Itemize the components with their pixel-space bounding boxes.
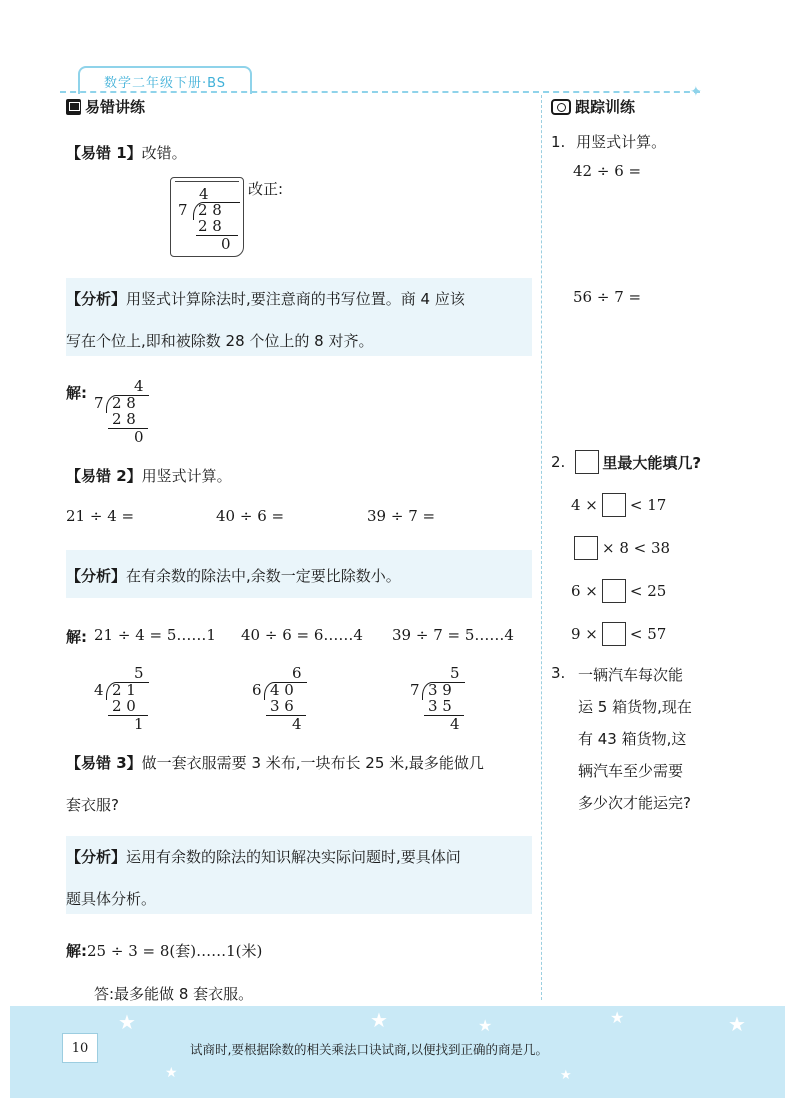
error3-label: 【易错 3】 bbox=[66, 754, 142, 772]
solution-2-tag: 解: bbox=[66, 628, 87, 646]
error1-heading bbox=[66, 142, 187, 163]
q2-item-post: < 25 bbox=[629, 582, 667, 600]
error1-task: 改错。 bbox=[141, 144, 187, 162]
solution-3-answer: 答:最多能做 8 套衣服。 bbox=[94, 985, 254, 1003]
column-divider bbox=[541, 95, 542, 1000]
sol1-divisor: 7 bbox=[94, 394, 104, 412]
sol1-quotient: 4 bbox=[134, 377, 144, 395]
analysis-tag: 【分析】 bbox=[66, 848, 127, 866]
q2-blank-box[interactable] bbox=[575, 450, 599, 474]
analysis-2-line bbox=[66, 565, 401, 586]
sol1-product: 2 8 bbox=[112, 410, 136, 428]
q2-item-pre: 9 × bbox=[571, 625, 598, 643]
star-icon: ★ bbox=[728, 1012, 746, 1036]
analysis-tag: 【分析】 bbox=[66, 290, 127, 308]
q2-answer-box[interactable] bbox=[602, 579, 626, 603]
star-icon: ★ bbox=[478, 1016, 493, 1035]
q3-line-5: 多少次才能运完? bbox=[578, 794, 691, 812]
star-icon: ★ bbox=[560, 1068, 572, 1083]
header-divider bbox=[60, 91, 700, 93]
q2-item-pre: 6 × bbox=[571, 582, 598, 600]
star-icon: ★ bbox=[370, 1008, 388, 1032]
div3-divisor: 7 bbox=[410, 681, 420, 699]
book-icon bbox=[66, 99, 81, 115]
div1-divisor: 4 bbox=[94, 681, 104, 699]
q2-answer-box[interactable] bbox=[602, 622, 626, 646]
solution-1-tag: 解: bbox=[66, 384, 87, 402]
analysis-text: 用竖式计算除法时,要注意商的书写位置。商 4 应该 bbox=[126, 290, 465, 308]
header-star-icon: ✦ bbox=[690, 84, 702, 100]
section-title-text: 易错讲练 bbox=[85, 98, 146, 116]
fix-label: 改正: bbox=[248, 180, 284, 198]
error1-label: 【易错 1】 bbox=[66, 144, 142, 162]
q1-text: 用竖式计算。 bbox=[576, 133, 667, 151]
page-number: 10 bbox=[62, 1033, 98, 1063]
card-subtract-line bbox=[196, 235, 238, 236]
q2-item-2 bbox=[574, 536, 670, 560]
div2-quotient: 6 bbox=[292, 664, 302, 682]
error2-problem-3: 39 ÷ 7 = bbox=[367, 507, 436, 525]
analysis-3-line2: 题具体分析。 bbox=[66, 890, 157, 908]
analysis-text: 在有余数的除法中,余数一定要比除数小。 bbox=[126, 567, 401, 585]
error2-label: 【易错 2】 bbox=[66, 467, 142, 485]
error2-problem-2: 40 ÷ 6 = bbox=[216, 507, 285, 525]
div2-remainder: 4 bbox=[292, 715, 302, 733]
solution-3-text: 25 ÷ 3 = 8(套)……1(米) bbox=[87, 942, 263, 960]
section-title-errors bbox=[66, 96, 145, 117]
card-quotient: 4 bbox=[199, 185, 209, 203]
section-title-text: 跟踪训练 bbox=[575, 98, 636, 116]
analysis-tag: 【分析】 bbox=[66, 567, 127, 585]
analysis-1-line2: 写在个位上,即和被除数 28 个位上的 8 对齐。 bbox=[66, 332, 374, 350]
solution-2-answer-1: 21 ÷ 4 = 5……1 bbox=[94, 626, 216, 644]
error2-problem-1: 21 ÷ 4 = bbox=[66, 507, 135, 525]
card-product: 2 8 bbox=[198, 217, 222, 235]
card-divisor: 7 bbox=[178, 201, 188, 219]
error3-question: 做一套衣服需要 3 米布,一块布长 25 米,最多能做几 bbox=[141, 754, 484, 772]
section-title-practice bbox=[551, 96, 635, 117]
q3-line-3: 有 43 箱货物,这 bbox=[578, 730, 687, 748]
star-icon: ★ bbox=[165, 1065, 178, 1081]
practice-q1 bbox=[551, 131, 666, 152]
q1-number: 1. bbox=[551, 133, 566, 151]
q2-item-3 bbox=[571, 579, 666, 603]
star-icon: ★ bbox=[118, 1010, 136, 1034]
q2-item-post: < 17 bbox=[629, 496, 667, 514]
q2-item-1 bbox=[571, 493, 666, 517]
sol1-dividend: 2 8 bbox=[112, 394, 136, 412]
div2-divisor: 6 bbox=[252, 681, 262, 699]
solution-2-answer-2: 40 ÷ 6 = 6……4 bbox=[241, 626, 363, 644]
error2-heading bbox=[66, 465, 232, 486]
solution-3-tag: 解: bbox=[66, 942, 87, 960]
card-dividend: 2 8 bbox=[198, 201, 222, 219]
q2-text: 里最大能填几? bbox=[602, 453, 702, 472]
solution-3 bbox=[66, 940, 262, 961]
analysis-3-line1 bbox=[66, 846, 461, 867]
book-label-tab: 数学二年级下册·BS bbox=[78, 66, 252, 94]
q3-line-2: 运 5 箱货物,现在 bbox=[578, 698, 692, 716]
div3-dividend: 3 9 bbox=[428, 681, 452, 699]
q3-line-4: 辆汽车至少需要 bbox=[578, 762, 684, 780]
solution-2-answer-3: 39 ÷ 7 = 5……4 bbox=[392, 626, 514, 644]
q2-answer-box[interactable] bbox=[602, 493, 626, 517]
footer-tip: 试商时,要根据除数的相关乘法口诀试商,以便找到正确的商是几。 bbox=[190, 1042, 548, 1057]
q1-item-2: 56 ÷ 7 = bbox=[573, 288, 642, 306]
div3-remainder: 4 bbox=[450, 715, 460, 733]
div1-quotient: 5 bbox=[134, 664, 144, 682]
camera-icon bbox=[551, 99, 571, 115]
sol1-remainder: 0 bbox=[134, 428, 144, 446]
q1-item-1: 42 ÷ 6 = bbox=[573, 162, 642, 180]
div1-product: 2 0 bbox=[112, 697, 136, 715]
q2-item-post: × 8 < 38 bbox=[602, 539, 671, 557]
div3-quotient: 5 bbox=[450, 664, 460, 682]
error3-line1 bbox=[66, 752, 484, 773]
analysis-1-line1 bbox=[66, 288, 465, 309]
div1-remainder: 1 bbox=[134, 715, 144, 733]
div2-dividend: 4 0 bbox=[270, 681, 294, 699]
analysis-text: 运用有余数的除法的知识解决实际问题时,要具体问 bbox=[126, 848, 461, 866]
q2-item-4 bbox=[571, 622, 666, 646]
error3-line2: 套衣服? bbox=[66, 796, 119, 814]
q3-line-1: 一辆汽车每次能 bbox=[578, 666, 684, 684]
div3-product: 3 5 bbox=[428, 697, 452, 715]
q2-item-post: < 57 bbox=[629, 625, 667, 643]
card-top-line bbox=[175, 181, 239, 182]
error2-task: 用竖式计算。 bbox=[141, 467, 232, 485]
practice-q2 bbox=[551, 450, 701, 474]
div1-dividend: 2 1 bbox=[112, 681, 136, 699]
div2-product: 3 6 bbox=[270, 697, 294, 715]
star-icon: ★ bbox=[610, 1008, 625, 1027]
q2-item-pre: 4 × bbox=[571, 496, 598, 514]
q2-number: 2. bbox=[551, 453, 566, 471]
q2-answer-box[interactable] bbox=[574, 536, 598, 560]
q3-number: 3. bbox=[551, 664, 566, 682]
card-remainder: 0 bbox=[221, 235, 231, 253]
